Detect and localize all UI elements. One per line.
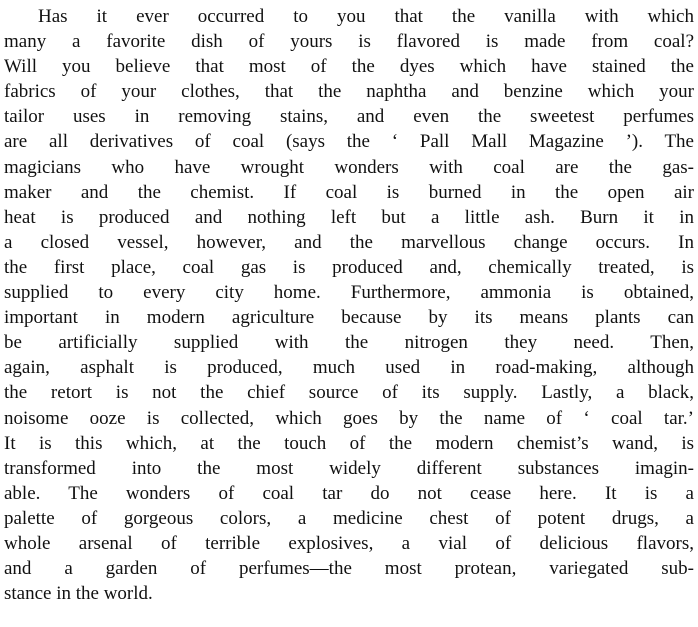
text-line: be artificially supplied with the nitrogen they need. Then,: [4, 332, 694, 354]
text-line: magicians who have wrought wonders with coal are the gas-: [4, 156, 694, 178]
text-line: stance in the world.: [4, 583, 153, 605]
text-line: Has it ever occurred to you that the vanilla with which: [38, 6, 694, 27]
text-line: heat is produced and nothing left but a little ash. Burn it in: [4, 206, 694, 228]
text-line: important in modern agriculture because by its means plants can: [4, 307, 694, 329]
text-line: supplied to every city home. Furthermore, ammonia is obtained,: [4, 282, 694, 304]
text-line: whole arsenal of terrible explosives, a vial of delicious flavors,: [4, 532, 694, 554]
article-paragraph: [4, 4, 694, 606]
text-line: a closed vessel, however, and the marvellous change occurs. In: [4, 231, 694, 253]
text-line: palette of gorgeous colors, a medicine chest of potent drugs, a: [4, 507, 694, 529]
text-line: are all derivatives of coal (says the ‘ Pall Mall Magazine ’). The: [4, 131, 694, 153]
text-line: maker and the chemist. If coal is burned in the open air: [4, 181, 694, 203]
text-line: many a favorite dish of yours is flavored is made from coal?: [4, 31, 694, 53]
text-line: able. The wonders of coal tar do not cease here. It is a: [4, 482, 694, 504]
text-line: transformed into the most widely different substances imagin-: [4, 457, 694, 479]
text-line: the retort is not the chief source of its supply. Lastly, a black,: [4, 382, 694, 404]
text-line: the first place, coal gas is produced and, chemically treated, is: [4, 256, 694, 278]
text-line: again, asphalt is produced, much used in road-making, although: [4, 357, 694, 379]
text-line: Will you believe that most of the dyes which have stained the: [4, 56, 694, 78]
text-line: noisome ooze is collected, which goes by the name of ‘ coal tar.’: [4, 407, 694, 429]
text-line: fabrics of your clothes, that the naphtha and benzine which your: [4, 81, 694, 103]
text-line: and a garden of perfumes—the most protean, variegated sub-: [4, 558, 694, 580]
text-line: It is this which, at the touch of the modern chemist’s wand, is: [4, 432, 694, 454]
text-line: tailor uses in removing stains, and even the sweetest perfumes: [4, 106, 694, 128]
